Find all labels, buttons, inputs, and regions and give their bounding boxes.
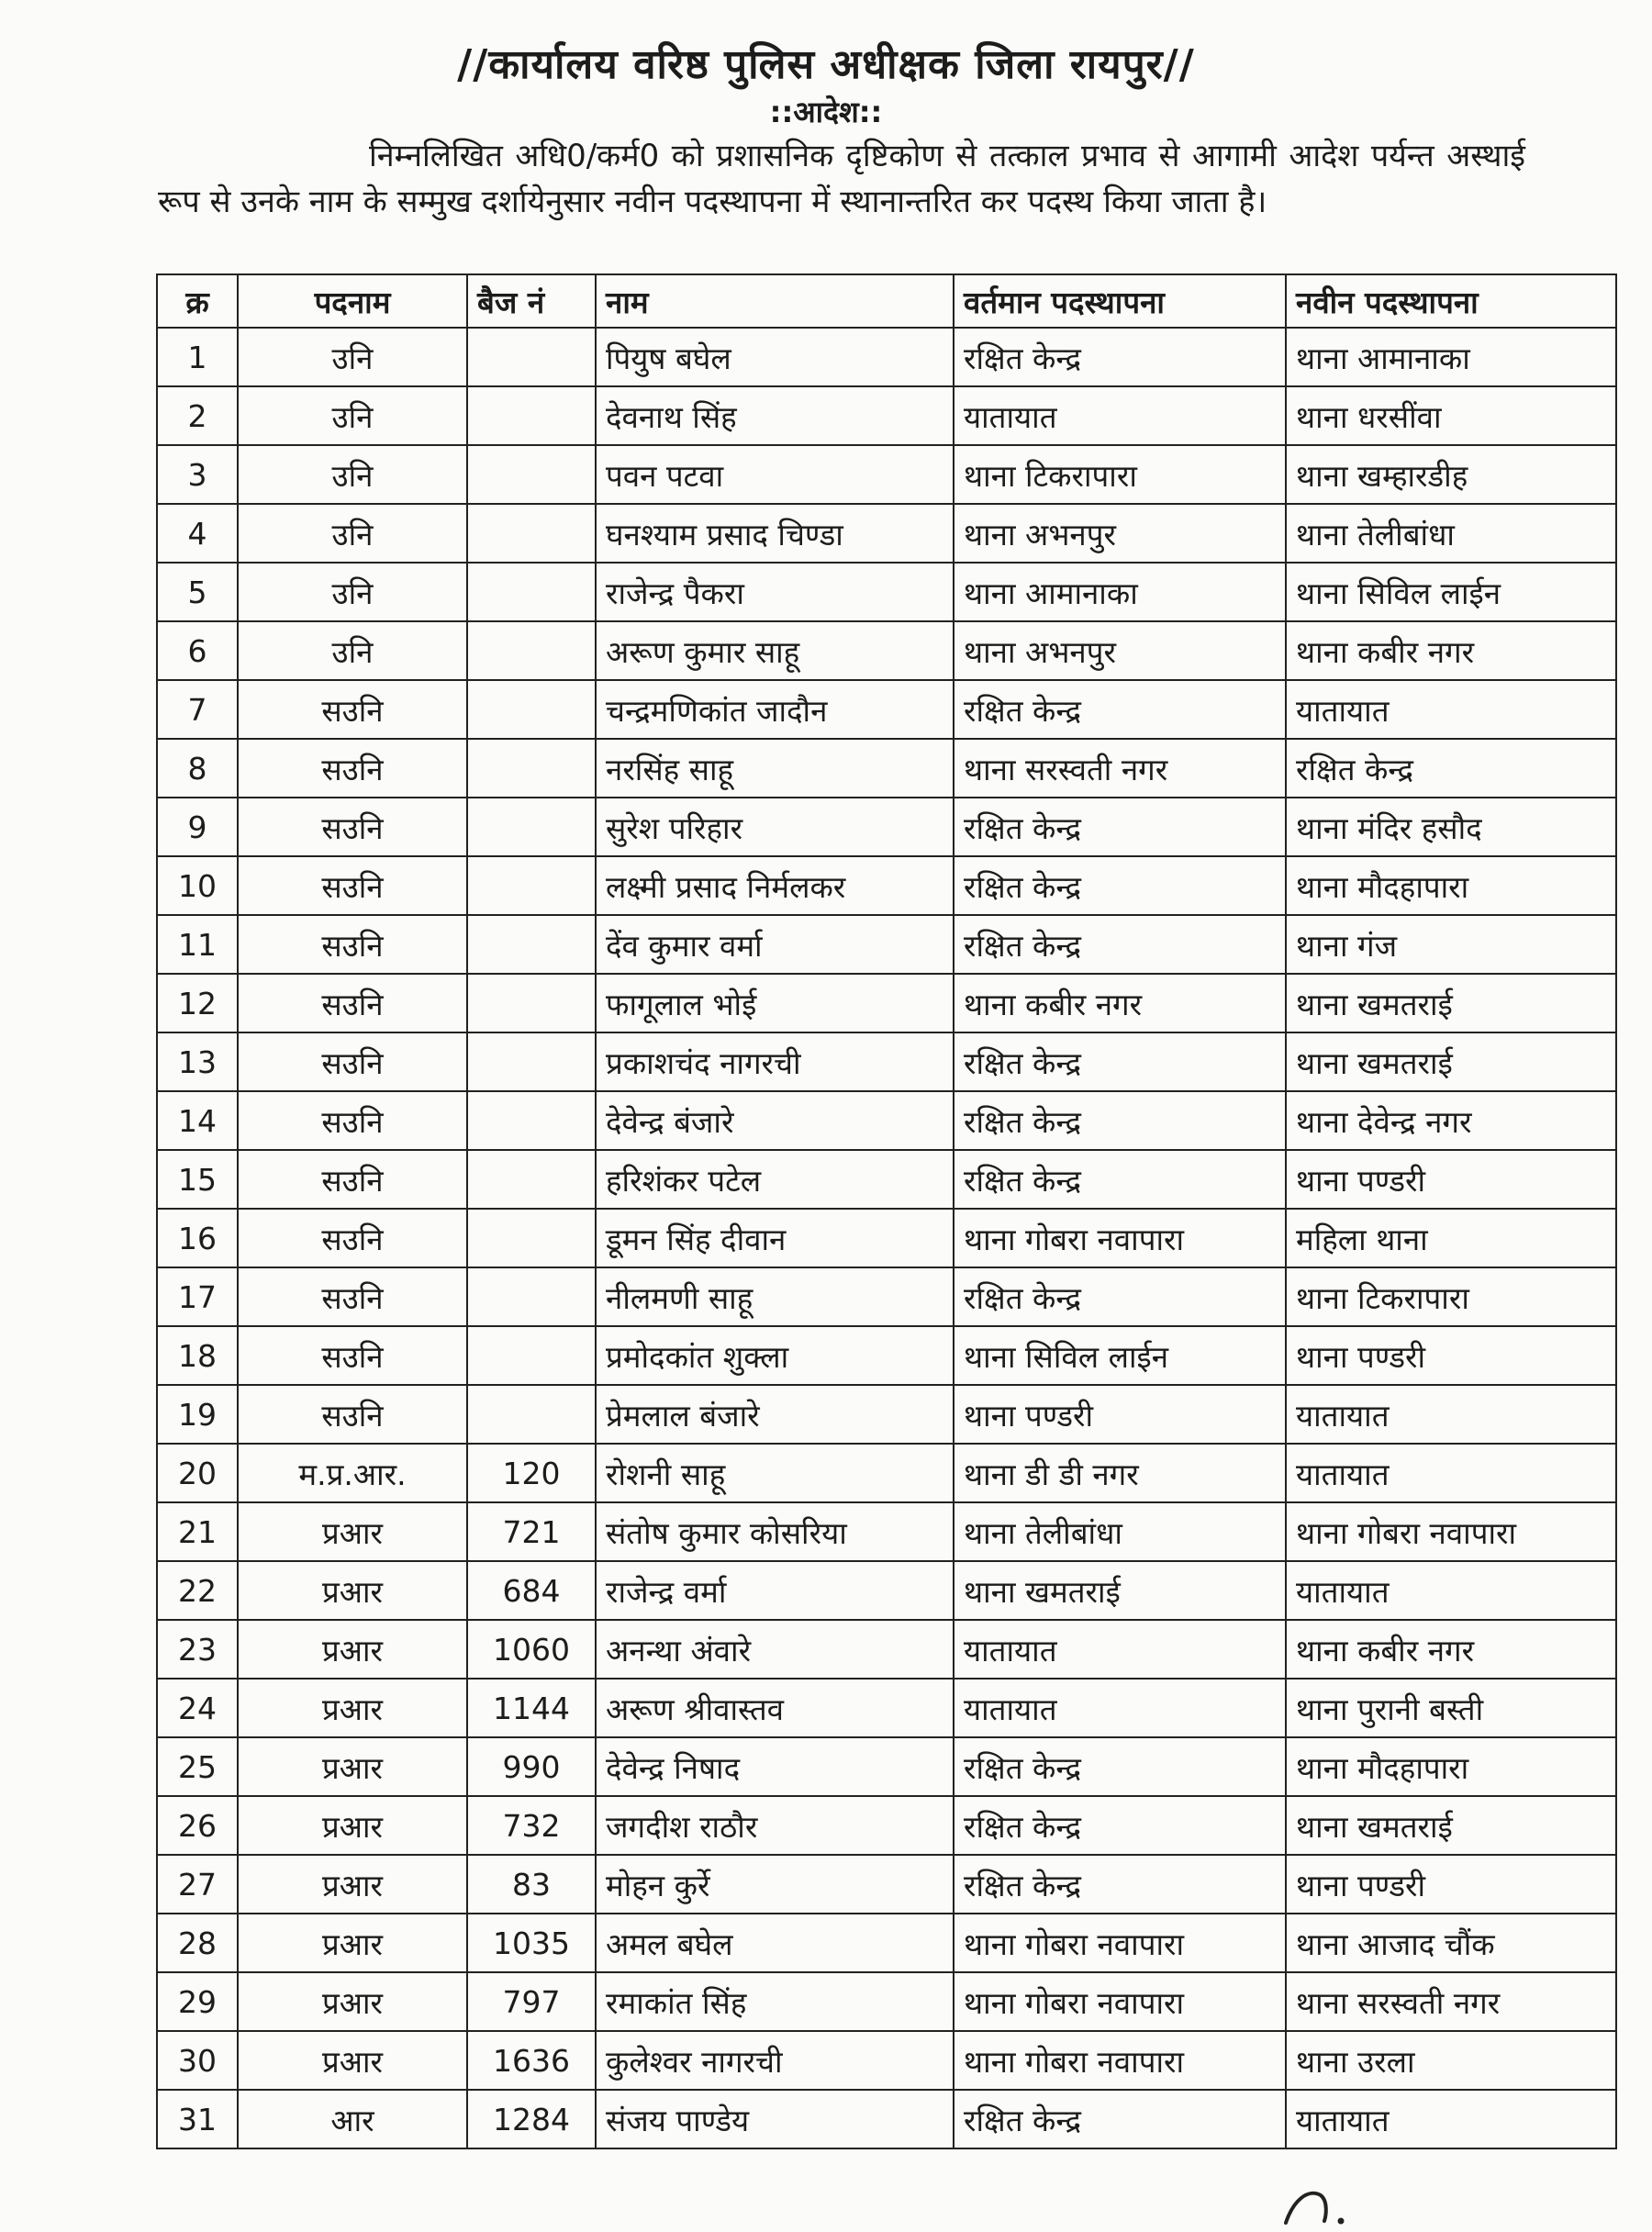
cell-serial: 25 (157, 1737, 238, 1796)
cell-serial: 30 (157, 2031, 238, 2090)
table-row (157, 1385, 1616, 1444)
cell-serial: 27 (157, 1855, 238, 1914)
cell-new-posting: थाना खमतराई (1286, 974, 1616, 1032)
cell-rank: प्रआर (238, 1679, 467, 1737)
cell-rank: आर (238, 2090, 467, 2148)
cell-badge (467, 621, 596, 680)
cell-new-posting: थाना मौदहापारा (1286, 1737, 1616, 1796)
cell-name: सुरेश परिहार (596, 798, 954, 856)
cell-badge: 120 (467, 1444, 596, 1502)
cell-badge (467, 445, 596, 504)
cell-current-posting: रक्षित केन्द्र (954, 1796, 1286, 1855)
cell-rank: उनि (238, 563, 467, 621)
cell-serial: 17 (157, 1267, 238, 1326)
cell-current-posting: रक्षित केन्द्र (954, 328, 1286, 386)
cell-name: देवेन्द्र निषाद (596, 1737, 954, 1796)
cell-current-posting: यातायात (954, 386, 1286, 445)
cell-serial: 2 (157, 386, 238, 445)
cell-serial: 14 (157, 1091, 238, 1150)
cell-new-posting: थाना मंदिर हसौद (1286, 798, 1616, 856)
cell-new-posting: थाना गोबरा नवापारा (1286, 1502, 1616, 1561)
cell-name: संतोष कुमार कोसरिया (596, 1502, 954, 1561)
table-body (157, 328, 1616, 2148)
cell-badge: 797 (467, 1972, 596, 2031)
cell-name: रोशनी साहू (596, 1444, 954, 1502)
cell-badge: 1060 (467, 1620, 596, 1679)
cell-serial: 13 (157, 1032, 238, 1091)
cell-serial: 12 (157, 974, 238, 1032)
cell-serial: 23 (157, 1620, 238, 1679)
cell-rank: सउनि (238, 1091, 467, 1150)
table-row (157, 445, 1616, 504)
cell-rank: सउनि (238, 1209, 467, 1267)
cell-current-posting: थाना आमानाका (954, 563, 1286, 621)
cell-current-posting: रक्षित केन्द्र (954, 1737, 1286, 1796)
cell-rank: उनि (238, 504, 467, 563)
cell-current-posting: रक्षित केन्द्र (954, 1032, 1286, 1091)
cell-rank: सउनि (238, 1150, 467, 1209)
cell-current-posting: थाना अभनपुर (954, 504, 1286, 563)
cell-rank: उनि (238, 386, 467, 445)
cell-current-posting: रक्षित केन्द्र (954, 2090, 1286, 2148)
cell-new-posting: थाना सिविल लाईन (1286, 563, 1616, 621)
cell-rank: प्रआर (238, 1914, 467, 1972)
cell-badge: 1035 (467, 1914, 596, 1972)
cell-current-posting: रक्षित केन्द्र (954, 680, 1286, 739)
cell-current-posting: रक्षित केन्द्र (954, 798, 1286, 856)
cell-name: अरूण कुमार साहू (596, 621, 954, 680)
table-row (157, 1444, 1616, 1502)
cell-badge (467, 1385, 596, 1444)
header-badge: बैज नं (467, 274, 596, 328)
cell-badge (467, 974, 596, 1032)
cell-serial: 11 (157, 915, 238, 974)
cell-new-posting: यातायात (1286, 2090, 1616, 2148)
cell-rank: प्रआर (238, 1561, 467, 1620)
cell-new-posting: थाना आमानाका (1286, 328, 1616, 386)
cell-rank: प्रआर (238, 1855, 467, 1914)
table-row (157, 974, 1616, 1032)
table-row (157, 739, 1616, 798)
table-row (157, 2090, 1616, 2148)
cell-new-posting: थाना देवेन्द्र नगर (1286, 1091, 1616, 1150)
cell-new-posting: थाना कबीर नगर (1286, 1620, 1616, 1679)
cell-rank: उनि (238, 445, 467, 504)
table-row (157, 1914, 1616, 1972)
cell-current-posting: रक्षित केन्द्र (954, 856, 1286, 915)
cell-new-posting: थाना टिकरापारा (1286, 1267, 1616, 1326)
header-name: नाम (596, 274, 954, 328)
cell-rank: प्रआर (238, 2031, 467, 2090)
cell-serial: 3 (157, 445, 238, 504)
cell-serial: 20 (157, 1444, 238, 1502)
cell-badge: 990 (467, 1737, 596, 1796)
cell-new-posting: थाना खमतराई (1286, 1796, 1616, 1855)
cell-new-posting: थाना खम्हारडीह (1286, 445, 1616, 504)
cell-new-posting: थाना पण्डरी (1286, 1150, 1616, 1209)
cell-serial: 6 (157, 621, 238, 680)
cell-rank: प्रआर (238, 1796, 467, 1855)
cell-new-posting: थाना कबीर नगर (1286, 621, 1616, 680)
cell-rank: उनि (238, 328, 467, 386)
table-row (157, 1267, 1616, 1326)
cell-name: अमल बघेल (596, 1914, 954, 1972)
cell-new-posting: थाना पण्डरी (1286, 1855, 1616, 1914)
cell-serial: 7 (157, 680, 238, 739)
cell-new-posting: थाना पण्डरी (1286, 1326, 1616, 1385)
cell-serial: 8 (157, 739, 238, 798)
cell-new-posting: यातायात (1286, 680, 1616, 739)
cell-badge (467, 1267, 596, 1326)
cell-current-posting: थाना कबीर नगर (954, 974, 1286, 1032)
cell-new-posting: थाना मौदहापारा (1286, 856, 1616, 915)
cell-badge: 1636 (467, 2031, 596, 2090)
order-heading: ::आदेश:: (769, 95, 883, 129)
cell-serial: 9 (157, 798, 238, 856)
cell-badge (467, 798, 596, 856)
cell-name: पियुष बघेल (596, 328, 954, 386)
cell-serial: 28 (157, 1914, 238, 1972)
cell-rank: सउनि (238, 1326, 467, 1385)
cell-current-posting: रक्षित केन्द्र (954, 1091, 1286, 1150)
cell-name: जगदीश राठौर (596, 1796, 954, 1855)
cell-rank: सउनि (238, 680, 467, 739)
cell-new-posting: यातायात (1286, 1385, 1616, 1444)
cell-serial: 19 (157, 1385, 238, 1444)
cell-name: प्रमोदकांत शुक्ला (596, 1326, 954, 1385)
header-new-posting: नवीन पदस्थापना (1286, 274, 1616, 328)
cell-current-posting: थाना तेलीबांधा (954, 1502, 1286, 1561)
cell-rank: सउनि (238, 1032, 467, 1091)
cell-name: प्रकाशचंद नागरची (596, 1032, 954, 1091)
cell-new-posting: रक्षित केन्द्र (1286, 739, 1616, 798)
cell-badge (467, 563, 596, 621)
cell-serial: 16 (157, 1209, 238, 1267)
table-row (157, 386, 1616, 445)
cell-new-posting: थाना धरसींवा (1286, 386, 1616, 445)
cell-serial: 26 (157, 1796, 238, 1855)
cell-serial: 10 (157, 856, 238, 915)
cell-name: देवनाथ सिंह (596, 386, 954, 445)
cell-new-posting: थाना सरस्वती नगर (1286, 1972, 1616, 2031)
cell-rank: प्रआर (238, 1502, 467, 1561)
cell-current-posting: थाना डी डी नगर (954, 1444, 1286, 1502)
table-row (157, 1326, 1616, 1385)
cell-serial: 4 (157, 504, 238, 563)
cell-current-posting: रक्षित केन्द्र (954, 1150, 1286, 1209)
cell-name: राजेन्द्र वर्मा (596, 1561, 954, 1620)
cell-name: अनन्था अंवारे (596, 1620, 954, 1679)
cell-badge (467, 328, 596, 386)
cell-name: लक्ष्मी प्रसाद निर्मलकर (596, 856, 954, 915)
table-row (157, 563, 1616, 621)
cell-badge: 83 (467, 1855, 596, 1914)
cell-serial: 31 (157, 2090, 238, 2148)
order-intro-paragraph: निम्नलिखित अधि0/कर्म0 को प्रशासनिक दृष्टिकोण से तत्काल प्रभाव से आगामी आदेश पर्यन्त अस्थाई रूप से उनके नाम के सम्मुख दर्शायेनुसार नवीन पदस्थापना में स्थानान्तरित कर पदस्थ किया जाता है। (158, 138, 1525, 220)
cell-rank: म.प्र.आर. (238, 1444, 467, 1502)
cell-new-posting: यातायात (1286, 1444, 1616, 1502)
cell-current-posting: रक्षित केन्द्र (954, 1267, 1286, 1326)
cell-badge: 1144 (467, 1679, 596, 1737)
cell-rank: सउनि (238, 1385, 467, 1444)
cell-serial: 18 (157, 1326, 238, 1385)
cell-current-posting: थाना पण्डरी (954, 1385, 1286, 1444)
cell-name: देवेन्द्र बंजारे (596, 1091, 954, 1150)
cell-current-posting: थाना गोबरा नवापारा (954, 2031, 1286, 2090)
cell-name: अरूण श्रीवास्तव (596, 1679, 954, 1737)
table-row (157, 1209, 1616, 1267)
cell-current-posting: यातायात (954, 1679, 1286, 1737)
cell-badge: 732 (467, 1796, 596, 1855)
cell-name: नरसिंह साहू (596, 739, 954, 798)
cell-current-posting: थाना गोबरा नवापारा (954, 1209, 1286, 1267)
cell-new-posting: थाना तेलीबांधा (1286, 504, 1616, 563)
cell-badge (467, 915, 596, 974)
cell-rank: उनि (238, 621, 467, 680)
cell-new-posting: थाना गंज (1286, 915, 1616, 974)
cell-serial: 21 (157, 1502, 238, 1561)
table-row (157, 1679, 1616, 1737)
cell-badge: 721 (467, 1502, 596, 1561)
cell-rank: प्रआर (238, 1737, 467, 1796)
table-row (157, 1561, 1616, 1620)
cell-new-posting: यातायात (1286, 1561, 1616, 1620)
cell-rank: प्रआर (238, 1972, 467, 2031)
table-row (157, 1737, 1616, 1796)
cell-new-posting: महिला थाना (1286, 1209, 1616, 1267)
office-title: //कार्यालय वरिष्ठ पुलिस अधीक्षक जिला रायपुर// (457, 41, 1195, 88)
cell-new-posting: थाना खमतराई (1286, 1032, 1616, 1091)
cell-name: मोहन कुर्रे (596, 1855, 954, 1914)
table-row (157, 328, 1616, 386)
cell-serial: 22 (157, 1561, 238, 1620)
cell-name: पवन पटवा (596, 445, 954, 504)
table-row (157, 1032, 1616, 1091)
cell-badge (467, 739, 596, 798)
cell-serial: 24 (157, 1679, 238, 1737)
cell-name: हरिशंकर पटेल (596, 1150, 954, 1209)
cell-badge (467, 856, 596, 915)
cell-badge: 1284 (467, 2090, 596, 2148)
cell-badge (467, 1326, 596, 1385)
cell-current-posting: रक्षित केन्द्र (954, 1855, 1286, 1914)
table-row (157, 680, 1616, 739)
cell-name: डूमन सिंह दीवान (596, 1209, 954, 1267)
table-row (157, 504, 1616, 563)
cell-badge (467, 1091, 596, 1150)
table-row (157, 1855, 1616, 1914)
cell-current-posting: थाना गोबरा नवापारा (954, 1972, 1286, 2031)
cell-current-posting: थाना गोबरा नवापारा (954, 1914, 1286, 1972)
table-row (157, 621, 1616, 680)
table-row (157, 798, 1616, 856)
table-row (157, 1796, 1616, 1855)
cell-rank: सउनि (238, 739, 467, 798)
signature-mark (1280, 2182, 1363, 2226)
cell-badge (467, 504, 596, 563)
cell-serial: 29 (157, 1972, 238, 2031)
cell-name: फागूलाल भोई (596, 974, 954, 1032)
cell-name: चन्द्रमणिकांत जादौन (596, 680, 954, 739)
table-row (157, 856, 1616, 915)
table-row (157, 1150, 1616, 1209)
table-row (157, 1620, 1616, 1679)
cell-serial: 1 (157, 328, 238, 386)
cell-current-posting: थाना टिकरापारा (954, 445, 1286, 504)
cell-rank: सउनि (238, 974, 467, 1032)
table-header-row (157, 274, 1616, 328)
cell-name: कुलेश्वर नागरची (596, 2031, 954, 2090)
cell-new-posting: थाना उरला (1286, 2031, 1616, 2090)
cell-rank: सउनि (238, 798, 467, 856)
table-row (157, 1502, 1616, 1561)
cell-current-posting: थाना सरस्वती नगर (954, 739, 1286, 798)
cell-rank: सउनि (238, 915, 467, 974)
cell-current-posting: थाना सिविल लाईन (954, 1326, 1286, 1385)
cell-badge (467, 1150, 596, 1209)
cell-new-posting: थाना आजाद चौंक (1286, 1914, 1616, 1972)
header-current-posting: वर्तमान पदस्थापना (954, 274, 1286, 328)
cell-badge (467, 386, 596, 445)
cell-serial: 5 (157, 563, 238, 621)
cell-new-posting: थाना पुरानी बस्ती (1286, 1679, 1616, 1737)
table-row (157, 915, 1616, 974)
cell-name: राजेन्द्र पैकरा (596, 563, 954, 621)
cell-current-posting: यातायात (954, 1620, 1286, 1679)
cell-serial: 15 (157, 1150, 238, 1209)
table-row (157, 1091, 1616, 1150)
cell-name: रमाकांत सिंह (596, 1972, 954, 2031)
cell-badge (467, 1209, 596, 1267)
cell-name: संजय पाण्डेय (596, 2090, 954, 2148)
cell-badge (467, 1032, 596, 1091)
header-rank: पदनाम (238, 274, 467, 328)
cell-name: घनश्याम प्रसाद चिण्डा (596, 504, 954, 563)
cell-rank: सउनि (238, 856, 467, 915)
header-serial: क्र (157, 274, 238, 328)
table-row (157, 2031, 1616, 2090)
cell-current-posting: रक्षित केन्द्र (954, 915, 1286, 974)
cell-badge: 684 (467, 1561, 596, 1620)
table-row (157, 1972, 1616, 2031)
cell-name: नीलमणी साहू (596, 1267, 954, 1326)
cell-current-posting: थाना अभनपुर (954, 621, 1286, 680)
cell-rank: सउनि (238, 1267, 467, 1326)
cell-name: देंव कुमार वर्मा (596, 915, 954, 974)
cell-badge (467, 680, 596, 739)
cell-current-posting: थाना खमतराई (954, 1561, 1286, 1620)
cell-name: प्रेमलाल बंजारे (596, 1385, 954, 1444)
cell-rank: प्रआर (238, 1620, 467, 1679)
transfer-table (156, 273, 1617, 2149)
